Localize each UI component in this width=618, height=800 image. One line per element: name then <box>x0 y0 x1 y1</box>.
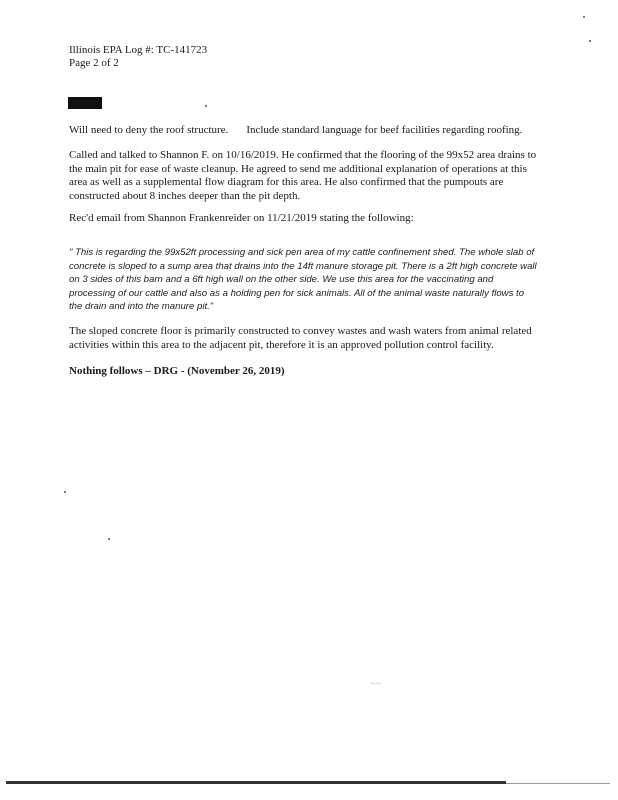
phone-call-paragraph: Called and talked to Shannon F. on 10/16/2019. He confirmed that the flooring of the 99x52 area drains to the main pit for ease of waste cleanup. He agreed to send me additional explanation of operations at this area as well as a supplemental flow diagram for this area. He also confirmed that the pumpouts are constructed about 8 inches deeper than the pit depth. <box>69 149 537 202</box>
scan-speck <box>108 538 110 540</box>
roof-structure-note <box>69 124 539 138</box>
email-received-paragraph: Rec'd email from Shannon Frankenreider on 11/21/2019 stating the following: <box>69 212 414 224</box>
closing-line: Nothing follows – DRG - (November 26, 2019) <box>69 365 285 377</box>
page-header <box>69 44 207 70</box>
email-quote: " This is regarding the 99x52ft processing and sick pen area of my cattle confinement shed. The whole slab of concrete is sloped to a sump area that drains into the 14ft manure storage pit. There is a 2ft high concrete wall on 3 sides of this barn and a 6ft high wall on the other side. We use this area for the vaccinating and processing of our cattle and also as a holding pen for sick animals. All of the animal waste naturally flows to the drain and into the manure pit." <box>69 247 537 312</box>
roof-language-sentence: Include standard language for beef facilities regarding roofing. <box>246 124 523 136</box>
scan-speck <box>589 40 591 42</box>
log-number: Illinois EPA Log #: TC-141723 <box>69 44 208 56</box>
scan-smudge: ~~ <box>370 680 382 688</box>
conclusion-paragraph: The sloped concrete floor is primarily constructed to convey wastes and wash waters from animal related activities within this area to the adjacent pit, therefore it is an approved pollution control facility. <box>69 325 532 351</box>
scan-speck <box>205 105 207 107</box>
bottom-scan-edge <box>6 781 506 784</box>
redaction-block <box>68 97 102 109</box>
scan-speck <box>583 16 585 18</box>
roof-deny-sentence: Will need to deny the roof structure. <box>69 124 229 136</box>
page-number: Page 2 of 2 <box>69 57 119 69</box>
scan-speck <box>64 491 66 493</box>
bottom-scan-edge-faint <box>506 783 610 784</box>
